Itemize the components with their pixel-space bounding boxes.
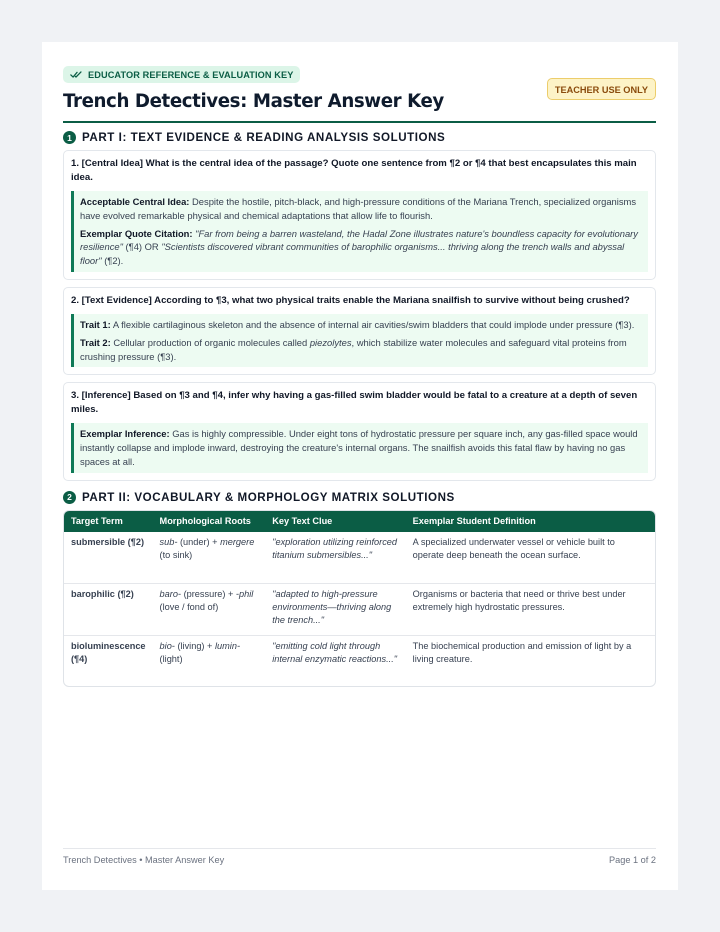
- table-row: [64, 532, 655, 583]
- answer-1b-mid: (¶4) OR: [125, 241, 159, 253]
- answer-3a-label: Exemplar Inference:: [80, 428, 170, 440]
- title-divider: [63, 121, 656, 123]
- answer-block-1: [71, 191, 648, 272]
- question-card-1: [63, 150, 656, 280]
- answer-2b-post: , which stabilize water molecules and safeguard vital proteins from crushing pressure (¶3).: [80, 336, 627, 362]
- answer-1b-label: Exemplar Quote Citation:: [80, 227, 193, 239]
- part1-heading: [63, 131, 656, 144]
- answer-1a-text: Despite the hostile, pitch-black, and high-pressure conditions of the Mariana Trench, specialized organisms have evolved remarkable physical and chemical adaptations that allow life to flourish.: [80, 196, 637, 221]
- term-cell: bioluminescence (¶4): [64, 635, 153, 686]
- vocabulary-table: [63, 510, 656, 687]
- question-1-text: 1. [Central Idea] What is the central idea of the passage? Quote one sentence from ¶2 or ¶4 that best encapsulates this main idea.: [71, 158, 637, 183]
- answer-1a-label: Acceptable Central Idea:: [80, 196, 190, 207]
- answer-1a: [80, 195, 642, 223]
- root-gloss: (love / fond of): [159, 602, 219, 613]
- root-prefix: bio-: [159, 640, 175, 651]
- roots-cell: [153, 635, 266, 686]
- footer-title: Trench Detectives • Master Answer Key: [63, 855, 225, 865]
- answer-1b-quote-1: "Far from being a barren wasteland, the Hadal Zone illustrates nature's boundless capacity for evolutionary resilience": [80, 227, 638, 253]
- root-gloss: (to sink): [159, 550, 193, 561]
- question-3-text: 3. [Inference] Based on ¶3 and ¶4, infer why having a gas-filled swim bladder would be fatal to a creature at a depth of seven miles.: [71, 390, 638, 416]
- page-footer: [63, 848, 656, 865]
- table-row: [64, 635, 655, 686]
- term-cell: submersible (¶2): [71, 536, 145, 547]
- reference-badge: [63, 66, 300, 83]
- question-card-3: [63, 382, 656, 480]
- page-title: Trench Detectives: Master Answer Key: [63, 91, 444, 112]
- document-page: [42, 42, 678, 890]
- answer-block-2: [71, 314, 648, 367]
- clue-cell: "exploration utilizing reinforced titanium submersibles...": [272, 536, 398, 561]
- root-base: -phil: [235, 588, 254, 599]
- root-gloss: (living) +: [177, 640, 213, 651]
- answer-1b: [80, 227, 642, 268]
- teacher-use-tag: TEACHER USE ONLY: [547, 78, 656, 100]
- column-header: Key Text Clue: [265, 511, 405, 532]
- question-card-2: [63, 287, 656, 375]
- part1-number: 1: [63, 131, 76, 144]
- root-base: lumin-: [214, 640, 240, 651]
- answer-2b: [80, 336, 642, 364]
- definition-cell: Organisms or bacteria that need or thrive best under extremely high hydrostatic pressures.: [406, 583, 655, 635]
- answer-2a-text: A flexible cartilaginous skeleton and the absence of internal air cavities/swim bladders that could implode under pressure (¶3).: [112, 318, 635, 330]
- column-header: Morphological Roots: [153, 511, 266, 532]
- root-prefix: baro-: [159, 588, 181, 599]
- part2-heading: [63, 491, 656, 504]
- root-gloss: (pressure) +: [183, 588, 234, 599]
- root-base: mergere: [220, 536, 255, 547]
- badge-label: EDUCATOR REFERENCE & EVALUATION KEY: [88, 69, 294, 80]
- root-gloss: (light): [159, 653, 183, 664]
- term-cell: barophilic (¶2): [64, 583, 153, 635]
- part1-title: PART I: TEXT EVIDENCE & READING ANALYSIS SOLUTIONS: [82, 131, 446, 144]
- answer-1b-tail: (¶2).: [104, 255, 124, 267]
- title-row: [63, 85, 656, 118]
- definition-cell: The biochemical production and emission of light by a living creature.: [406, 635, 655, 686]
- root-gloss: (under) +: [179, 536, 218, 547]
- roots-cell: [153, 532, 266, 583]
- roots-cell: [153, 583, 266, 635]
- clue-cell: "adapted to high-pressure environments—thriving along the trench...": [265, 583, 405, 635]
- answer-2a: [80, 318, 642, 332]
- double-check-icon: [70, 70, 82, 79]
- answer-2a-label: Trait 1:: [80, 318, 111, 330]
- answer-1b-quote-2: "Scientists discovered vibrant communities of barophilic organisms... thriving along the trench walls and abyssal floor": [80, 241, 625, 267]
- question-2-text: 2. [Text Evidence] According to ¶3, what two physical traits enable the Mariana snailfish to survive without being crushed?: [71, 294, 630, 306]
- answer-3a-text: Gas is highly compressible. Under eight tons of hydrostatic pressure per square inch, any gas-filled space would instantly collapse and implode inward, destroying the creature's internal organs. The snailfish avoids this fatal flaw by having no gas spaces at all.: [80, 428, 638, 467]
- part2-number: 2: [63, 491, 76, 504]
- part2-title: PART II: VOCABULARY & MORPHOLOGY MATRIX SOLUTIONS: [82, 490, 455, 504]
- answer-3a: [80, 427, 642, 468]
- column-header: Exemplar Student Definition: [406, 511, 655, 532]
- page-content: [63, 66, 656, 687]
- definition-cell: A specialized underwater vessel or vehicle built to operate deep beneath the ocean surface.: [412, 536, 615, 561]
- page-number: Page 1 of 2: [609, 855, 656, 865]
- column-header: Target Term: [64, 511, 153, 532]
- answer-2b-label: Trait 2:: [80, 336, 111, 348]
- clue-cell: "emitting cold light through internal enzymatic reactions...": [265, 635, 405, 686]
- answer-2b-pre: Cellular production of organic molecules called: [113, 336, 308, 348]
- table-header-row: [64, 511, 655, 532]
- answer-2b-term: piezolytes: [309, 336, 352, 348]
- answer-block-3: [71, 423, 648, 472]
- table-row: [64, 583, 655, 635]
- root-prefix: sub-: [159, 536, 178, 547]
